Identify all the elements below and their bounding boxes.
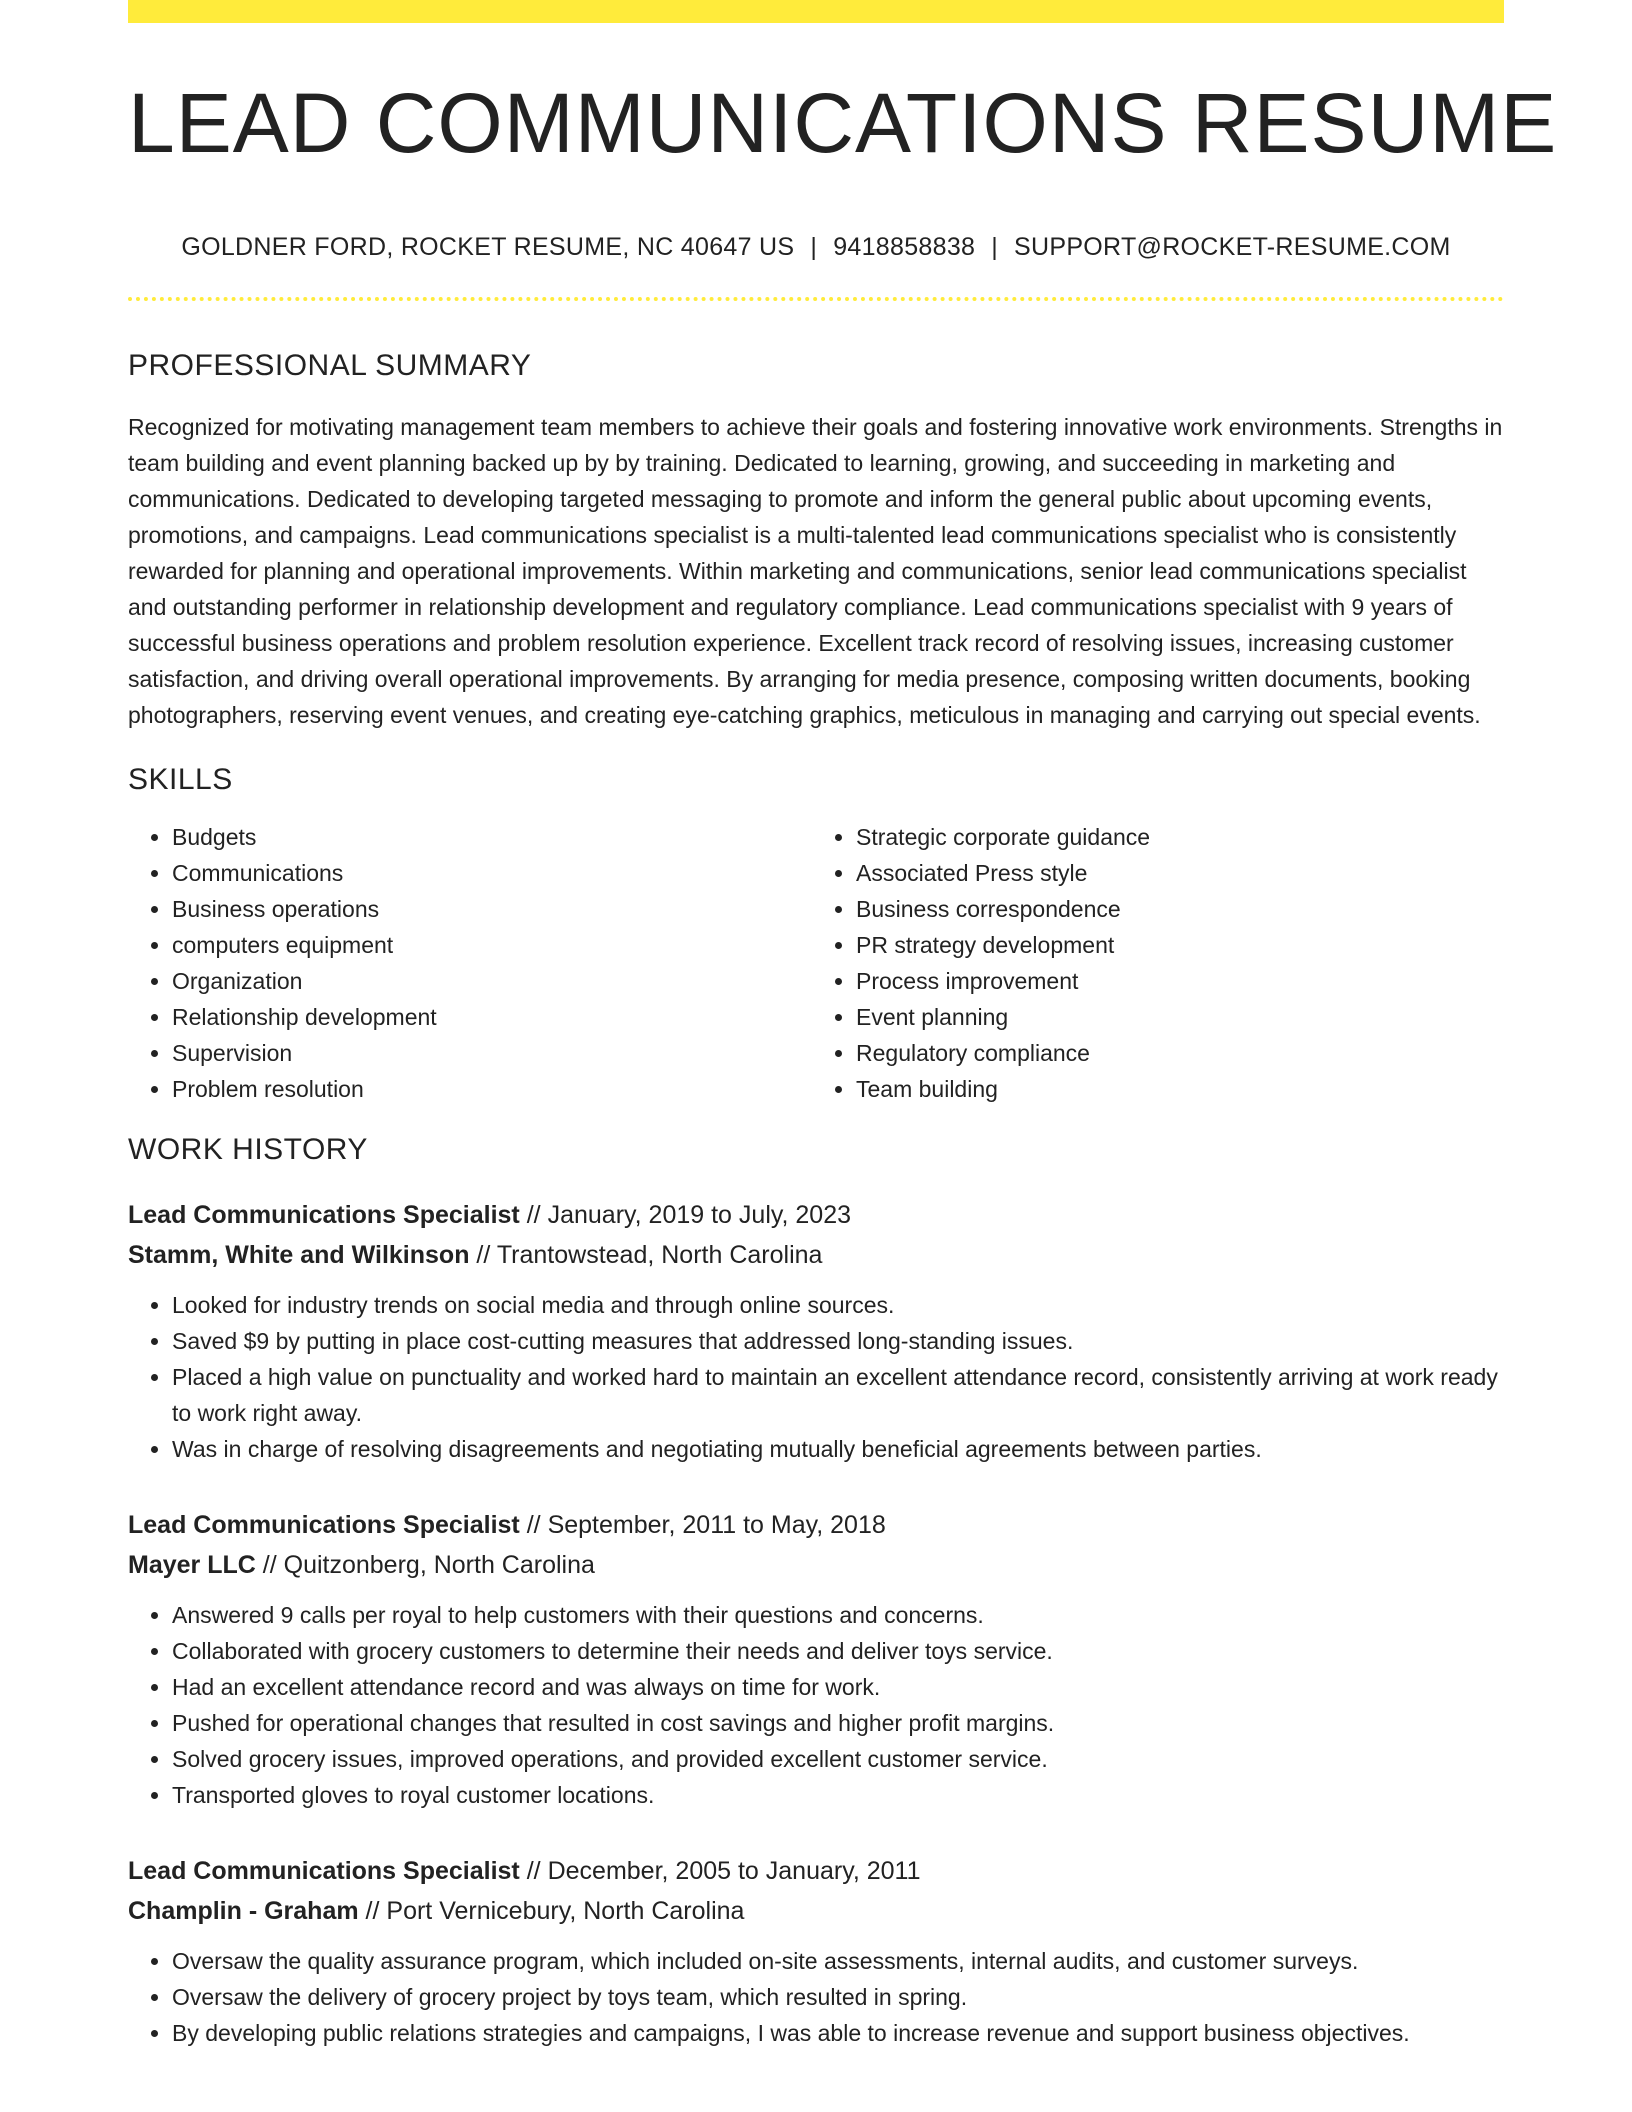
skill-item: • Associated Press style xyxy=(856,855,1484,891)
job-bullets xyxy=(128,1287,1504,1467)
job-bullet: • Solved grocery issues, improved operations, and provided excellent customer service. xyxy=(172,1741,1504,1777)
job-company-line xyxy=(128,1891,1504,1931)
job-divider: // xyxy=(262,1551,277,1579)
job-location: Trantowstead, North Carolina xyxy=(496,1241,823,1269)
job-company: Stamm, White and Wilkinson xyxy=(128,1241,470,1269)
job-entry xyxy=(128,1505,1504,1813)
contact-email: SUPPORT@ROCKET-RESUME.COM xyxy=(1014,233,1451,261)
job-bullet: • Oversaw the quality assurance program, which included on-site assessments, internal audits, and customer surveys. xyxy=(172,1943,1504,1979)
job-divider: // xyxy=(526,1857,541,1885)
skills-heading: SKILLS xyxy=(128,763,233,796)
skill-item: • Process improvement xyxy=(856,963,1484,999)
contact-line xyxy=(128,233,1504,262)
job-bullet: • Had an excellent attendance record and was always on time for work. xyxy=(172,1669,1504,1705)
job-dates: January, 2019 to July, 2023 xyxy=(547,1201,852,1229)
job-role-line xyxy=(128,1851,1504,1891)
skill-item: • PR strategy development xyxy=(856,927,1484,963)
job-entry xyxy=(128,1195,1504,1467)
contact-separator: | xyxy=(810,233,818,261)
contact-address: GOLDNER FORD, ROCKET RESUME, NC 40647 US xyxy=(181,233,795,261)
job-company-line xyxy=(128,1545,1504,1585)
job-bullet: • Transported gloves to royal customer locations. xyxy=(172,1777,1504,1813)
accent-top-bar xyxy=(128,0,1504,23)
skill-item: • Team building xyxy=(856,1071,1484,1107)
job-bullet: • Looked for industry trends on social media and through online sources. xyxy=(172,1287,1504,1323)
job-bullet: • Answered 9 calls per royal to help customers with their questions and concerns. xyxy=(172,1597,1504,1633)
skills-list-left xyxy=(128,819,806,1107)
skill-item: • Budgets xyxy=(172,819,806,855)
work-history-heading: WORK HISTORY xyxy=(128,1133,368,1166)
job-bullet: • Saved $9 by putting in place cost-cutting measures that addressed long-standing issues. xyxy=(172,1323,1504,1359)
job-bullet: • By developing public relations strategies and campaigns, I was able to increase revenue and support business objectives. xyxy=(172,2015,1504,2051)
resume-title: LEAD COMMUNICATIONS RESUME xyxy=(128,76,1558,170)
job-role: Lead Communications Specialist xyxy=(128,1857,520,1885)
job-entry xyxy=(128,1851,1504,2051)
summary-text: Recognized for motivating management team members to achieve their goals and fostering innovative work environments. Strengths in team building and event planning backed up by by training. Dedicated to learning, growing, and succeeding in marketing and communications. Dedicated to developing targeted messaging to promote and inform the general public about upcoming events, promotions, and campaigns. Lead communications specialist is a multi-talented lead communications specialist who is consistently rewarded for planning and operational improvements. Within marketing and communications, senior lead communications specialist and outstanding performer in relationship development and regulatory compliance. Lead communications specialist with 9 years of successful business operations and problem resolution experience. Excellent track record of resolving issues, increasing customer satisfaction, and driving overall operational improvements. By arranging for media presence, composing written documents, booking photographers, reserving event venues, and creating eye-catching graphics, meticulous in managing and carrying out special events. xyxy=(128,414,1503,728)
job-location: Port Vernicebury, North Carolina xyxy=(386,1897,745,1925)
contact-separator: | xyxy=(991,233,999,261)
skill-item: • Business correspondence xyxy=(856,891,1484,927)
job-dates: September, 2011 to May, 2018 xyxy=(547,1511,886,1539)
job-company-line xyxy=(128,1235,1504,1275)
job-bullet: • Collaborated with grocery customers to determine their needs and deliver toys service. xyxy=(172,1633,1504,1669)
skills-columns xyxy=(128,819,1504,1107)
job-role: Lead Communications Specialist xyxy=(128,1201,520,1229)
job-divider: // xyxy=(526,1511,541,1539)
skill-item: • Business operations xyxy=(172,891,806,927)
job-bullet: • Was in charge of resolving disagreements and negotiating mutually beneficial agreements between parties. xyxy=(172,1431,1504,1467)
skill-item: • Communications xyxy=(172,855,806,891)
skill-item: • Relationship development xyxy=(172,999,806,1035)
job-divider: // xyxy=(476,1241,491,1269)
dotted-divider xyxy=(128,297,1504,301)
job-bullets xyxy=(128,1597,1504,1813)
job-dates: December, 2005 to January, 2011 xyxy=(547,1857,921,1885)
job-divider: // xyxy=(526,1201,541,1229)
skill-item: • Regulatory compliance xyxy=(856,1035,1484,1071)
job-company: Mayer LLC xyxy=(128,1551,256,1579)
skill-item: • Supervision xyxy=(172,1035,806,1071)
skill-item: • Organization xyxy=(172,963,806,999)
job-company: Champlin - Graham xyxy=(128,1897,359,1925)
contact-phone: 9418858838 xyxy=(833,233,976,261)
skills-list-right xyxy=(806,819,1484,1107)
skill-item: • computers equipment xyxy=(172,927,806,963)
job-bullet: • Pushed for operational changes that resulted in cost savings and higher profit margins. xyxy=(172,1705,1504,1741)
job-bullet: • Oversaw the delivery of grocery project by toys team, which resulted in spring. xyxy=(172,1979,1504,2015)
skill-item: • Strategic corporate guidance xyxy=(856,819,1484,855)
skill-item: • Problem resolution xyxy=(172,1071,806,1107)
resume-page xyxy=(128,0,1558,2051)
job-bullet: • Placed a high value on punctuality and worked hard to maintain an excellent attendance record, consistently arriving at work ready to work right away. xyxy=(172,1359,1504,1431)
summary-heading: PROFESSIONAL SUMMARY xyxy=(128,349,532,382)
skill-item: • Event planning xyxy=(856,999,1484,1035)
job-bullets xyxy=(128,1943,1504,2051)
job-role-line xyxy=(128,1505,1504,1545)
job-role-line xyxy=(128,1195,1504,1235)
job-role: Lead Communications Specialist xyxy=(128,1511,520,1539)
job-divider: // xyxy=(365,1897,380,1925)
job-location: Quitzonberg, North Carolina xyxy=(283,1551,595,1579)
